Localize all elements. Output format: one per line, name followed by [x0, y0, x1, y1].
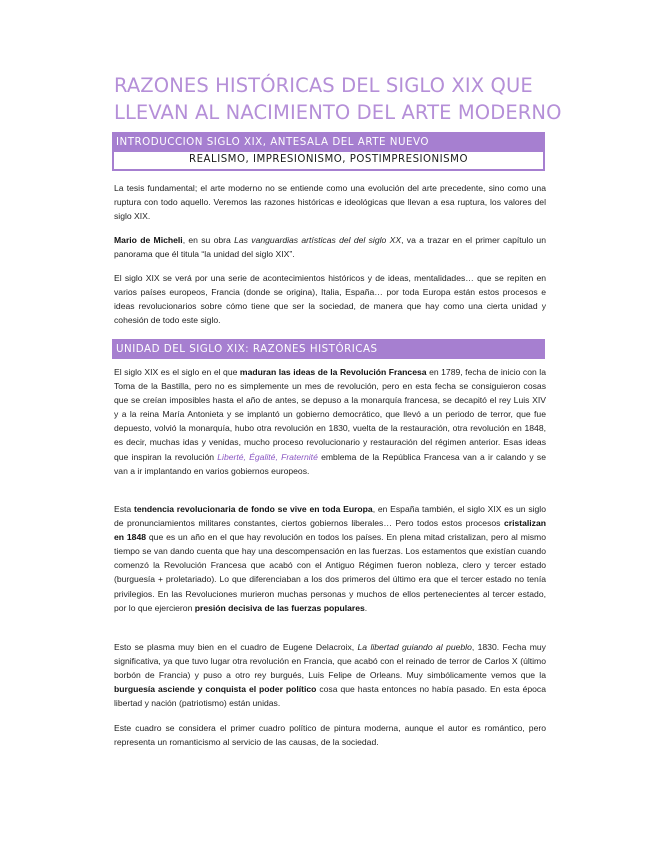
- republic-motto: Liberté, Égalité, Fraternité: [217, 451, 318, 462]
- work-title: Las vanguardias artísticas del del siglo XX: [234, 235, 402, 245]
- section-header-unidad: UNIDAD DEL SIGLO XIX: RAZONES HISTÓRICAS: [112, 339, 545, 359]
- intro-paragraph-3: El siglo XIX se verá por una serie de acontecimientos históricos y de ideas, mentalidades… que se repiten en varios países europeos, Francia (donde se origina), Italia, España… por toda Europa están estos procesos e ideas revolucionarios sobre cómo tiene que ser la sociedad, de manera que hay como una cierta unidad y cohesión de todo este siglo.: [114, 273, 546, 326]
- unidad-paragraph-1: El siglo XIX es el siglo en el que maduran las ideas de la Revolución Francesa en 1789, fecha de inicio con la Toma de la Bastilla, pero no es simplemente un mes de revolución, pero en esta fecha se consiguieron cosas que se creían imposibles hasta el año de antes, se depuso a la monarquía francesa, se decapitó el rey Luis XIV y a la reina María Antonieta y se implantó un gobierno democrático, que llevó a un periodo de terror, que fue depuesto, volvió la monarquía, hubo otra revolución en 1830, vuelta de la restauración, otra revolución en 1848, es decir, muchas idas y venidas, mucho proceso revolucionario y restauración del régimen anterior. Esas ideas que inspiran la revolución Liberté, Égalité, Fraternité emblema de la República Francesa van a ir calando y se van a ir implantando en varios gobiernos europeos.: [114, 367, 547, 476]
- document-title: [114, 72, 562, 126]
- unidad-paragraph-3: Esto se plasma muy bien en el cuadro de Eugene Delacroix, La libertad guiando al pueblo, 1830. Fecha muy significativa, ya que tuvo lugar otra revolución en Francia, que acabó con el reinado de terror de Carlos X (último borbón de Francia) y puso a otro rey burgués, Luis Felipe de Orleans. Muy simbólicamente vemos que la burguesía asciende y conquista el poder político cosa que hasta entonces no había pasado. En esta época libertad y nación (patriotismo) están unidas.: [114, 642, 546, 709]
- unidad-paragraph-2: Esta tendencia revolucionaria de fondo se vive en toda Europa, en España también, el siglo XIX es un siglo de pronunciamientos militares constantes, ciertos gobiernos liberales… Pero todos estos procesos cristalizan en 1848 que es un año en el que hay revolución en todos los países. En plena mitad cristalizan, pero al mismo tiempo se van dando cuenta que hay una descompensación en las fuerzas. Los estamentos que existían cuando comenzó la Revolución Francesa que acabó con el Antiguo Régimen fueron nobleza, clero y tercer estado (burguesía + proletariado). Lo que diferenciaban a los dos primeros del último era que el tercer estado no tenía privilegios. En las Revoluciones murieron muchas personas y muchos de ellos pertenecientes al tercer estado, por lo que ejercieron presión decisiva de las fuerzas populares.: [114, 504, 546, 613]
- title-line-1: RAZONES HISTÓRICAS DEL SIGLO XIX QUE: [114, 74, 533, 97]
- unidad-paragraph-4: Este cuadro se considera el primer cuadro político de pintura moderna, aunque el autor es romántico, pero representa un romanticismo al servicio de las causas, de la sociedad.: [114, 723, 546, 748]
- author-name: Mario de Micheli: [114, 235, 183, 245]
- intro-paragraph-1: La tesis fundamental; el arte moderno no se entiende como una evolución del arte precedente, sino como una ruptura con todo aquello. Veremos las razones históricas e ideológicas que llevan a esa ruptura, los valores del siglo XIX.: [114, 183, 546, 222]
- section-subheader-movements: REALISMO, IMPRESIONISMO, POSTIMPRESIONISMO: [112, 150, 545, 171]
- section-header-introduccion: INTRODUCCION SIGLO XIX, ANTESALA DEL ARTE NUEVO: [112, 132, 545, 152]
- painting-title: La libertad guiando al pueblo: [357, 642, 472, 652]
- intro-paragraph-2: Mario de Micheli, en su obra Las vanguardias artísticas del del siglo XX, va a trazar en el primer capítulo un panorama que él titula “la unidad del siglo XIX”.: [114, 235, 546, 260]
- title-line-2: LLEVAN AL NACIMIENTO DEL ARTE MODERNO: [114, 101, 562, 124]
